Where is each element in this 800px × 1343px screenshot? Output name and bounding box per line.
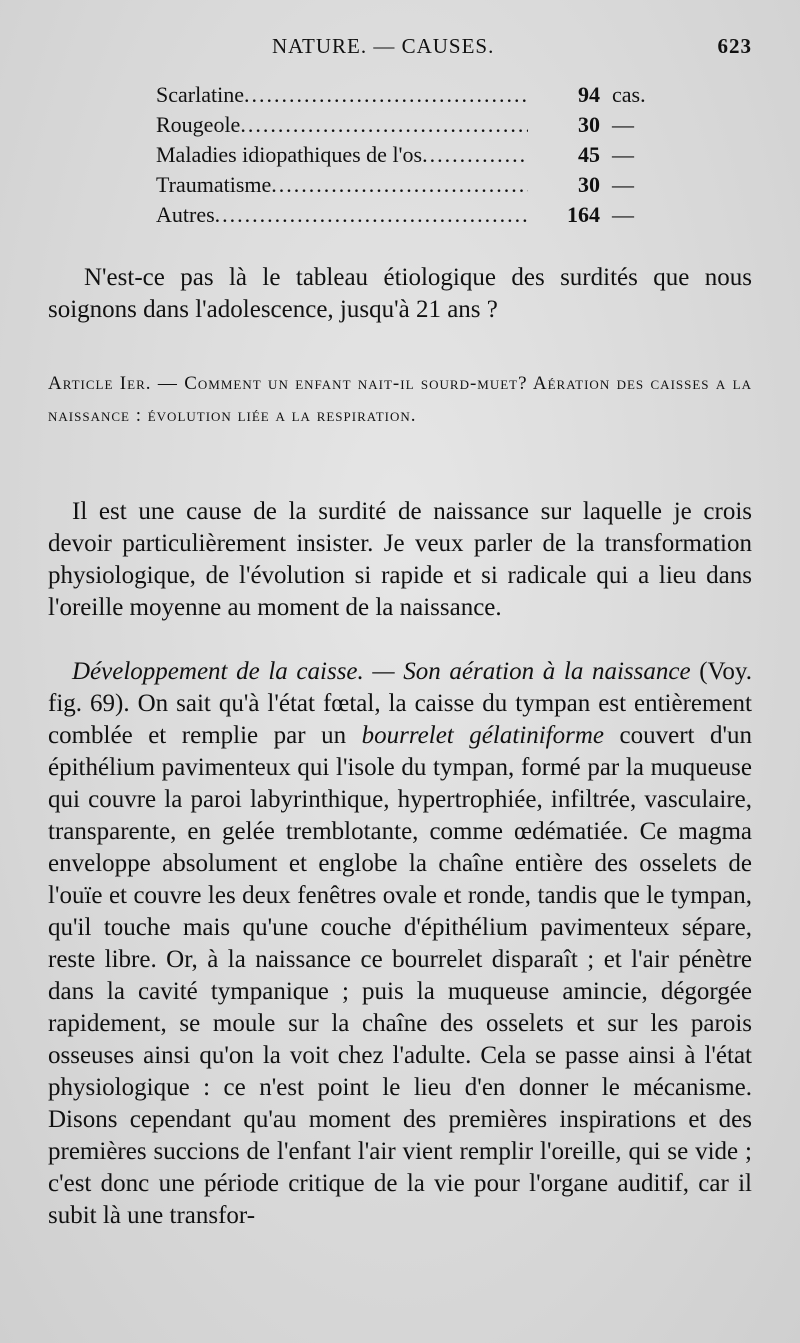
statistics-count: 30 [578,172,600,197]
statistics-unit: — [612,142,634,167]
statistics-label: Maladies idiopathiques de l'os ..... [156,140,528,170]
paragraph-2 [48,656,752,1232]
running-head [0,30,800,64]
statistics-count: 30 [578,112,600,137]
statistics-label: Autres ..... [156,200,528,230]
statistics-unit: cas. [612,82,646,107]
statistics-row [156,200,636,230]
statistics-table [156,80,646,230]
paragraph-2-text-b: couvert d'un épithélium pavimenteux qui l'isole du tympan, formé par la muqueuse qui couvre la paroi labyrinthique, hypertrophiée, infiltrée, vasculaire, transparente, en gelée tremblotante, comme œdématiée. Ce magma enveloppe absolument et englobe la chaîne entière des osselets de l'ouïe et couvre les deux fenêtres ovale et ronde, tandis que le tympan, qu'il touche mais qu'une couche d'épithélium pavimenteux sépare, reste libre. Or, à la naissance ce bourrelet disparaît ; et l'air pénètre dans la cavité tympanique ; puis la muqueuse amincie, dégorgée rapidement, se moule sur la chaîne des osselets et sur les parois osseuses ainsi qu'on la voit chez l'adulte. Cela se passe ainsi à l'état physiologique : ce n'est point le lieu d'en donner le mécanisme. Disons cependant qu'au moment des premières inspirations et des premières succions de l'enfant l'air vient remplir l'oreille, qui se vide ; c'est donc une période critique de la vie pour l'organe auditif, car il subit là une transfor- [48,722,753,1229]
paragraph-2-text-a: (Voy. fig. 69). On sait qu'à l'état fœtal, la caisse du tympan est entièrement comblée et remplie par un [48,658,752,749]
statistics-unit: — [612,202,634,227]
statistics-unit: — [612,112,634,137]
statistics-count: 94 [578,82,600,107]
statistics-label: Rougeole ..... [156,110,528,140]
statistics-unit: — [612,172,634,197]
statistics-count: 164 [567,202,600,227]
intro-question: N'est-ce pas là le tableau étiologique des surdités que nous soignons dans l'adolescence, jusqu'à 21 ans ? [48,264,752,323]
statistics-label: Scarlatine ..... [156,80,528,110]
statistics-row [156,140,636,170]
paragraph-1: Il est une cause de la surdité de naissance sur laquelle je crois devoir particulièrement insister. Je veux parler de la transformation physiologique, de l'évolution si rapide et si radicale qui a lieu dans l'oreille moyenne au moment de la naissance. [48,498,752,621]
statistics-row [156,170,636,200]
article-heading: Article Ier. — Comment un enfant nait-il sourd-muet? Aération des caisses a la naissance : évolution liée a la respiration. [48,373,752,426]
paragraph-2-emphasis: bourrelet gélatiniforme [361,722,604,749]
statistics-row [156,110,636,140]
statistics-label: Traumatisme ..... [156,170,528,200]
statistics-row [156,80,646,110]
page-number: 623 [717,34,752,58]
running-title: NATURE. — CAUSES. [272,34,495,58]
statistics-count: 45 [578,142,600,167]
paragraph-2-title: Développement de la caisse. — Son aération à la naissance [72,658,691,685]
